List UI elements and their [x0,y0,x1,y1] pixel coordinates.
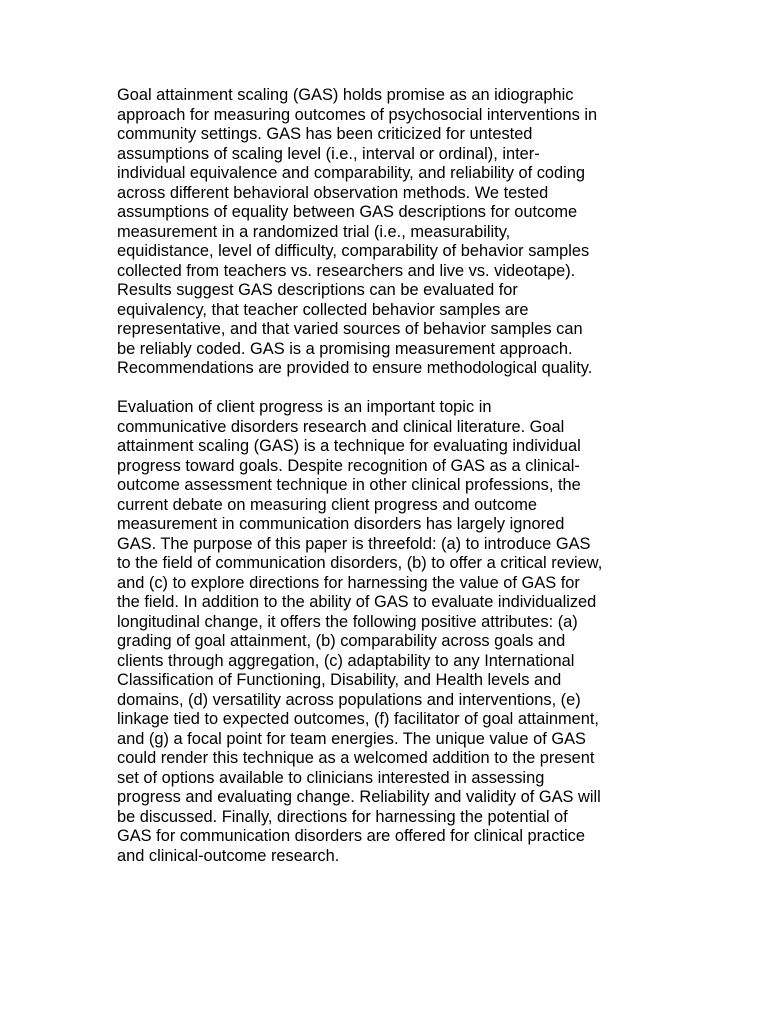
paragraph-line: and (c) to explore directions for harnessing the value of GAS for [117,573,580,592]
paragraph-line: approach for measuring outcomes of psychosocial interventions in [117,105,598,124]
paragraph-line: measurement in a randomized trial (i.e., measurability, [117,222,511,241]
paragraph-line: equidistance, level of difficulty, comparability of behavior samples [117,242,590,260]
paragraph-line: GAS. The purpose of this paper is threefold: (a) to introduce GAS [117,534,591,553]
paragraph-line: progress and evaluating change. Reliability and validity of GAS will [117,788,601,806]
paragraph-line: Evaluation of client progress is an important topic in [117,398,492,416]
paragraph-line: communicative disorders research and clinical literature. Goal [117,417,565,436]
paragraph-line: across different behavioral observation methods. We tested [117,183,549,202]
paragraph-line: equivalency, that teacher collected behavior samples are [117,300,529,319]
paragraph-line: individual equivalence and comparability, and reliability of coding [117,164,586,182]
paragraph-line: Results suggest GAS descriptions can be evaluated for [117,281,518,299]
paragraph-line: Goal attainment scaling (GAS) holds promise as an idiographic [117,86,574,104]
paragraph-line: linkage tied to expected outcomes, (f) facilitator of goal attainment, [117,710,599,728]
paragraph-line: the field. In addition to the ability of GAS to evaluate individualized [117,593,597,611]
paragraph-line: current debate on measuring client progress and outcome [117,495,538,514]
paragraph-line: measurement in communication disorders has largely ignored [117,515,565,533]
paragraph-line: Recommendations are provided to ensure methodological quality. [117,359,593,377]
paragraph-line: to the field of communication disorders, (b) to offer a critical review, [117,554,603,572]
paragraph-line: be reliably coded. GAS is a promising measurement approach. [117,339,573,358]
abstract-paragraph-1 [117,86,657,379]
paragraph-line: domains, (d) versatility across populations and interventions, (e) [117,690,581,709]
paragraph-line: set of options available to clinicians interested in assessing [117,768,545,787]
paragraph-line: outcome assessment technique in other clinical professions, the [117,476,581,494]
document-body [117,86,657,866]
abstract-paragraph-2 [117,398,657,866]
paragraph-line: clients through aggregation, (c) adaptability to any International [117,651,575,670]
paragraph-line: and (g) a focal point for team energies. The unique value of GAS [117,729,586,748]
paragraph-line: collected from teachers vs. researchers and live vs. videotape). [117,261,576,280]
paragraph-line: GAS for communication disorders are offered for clinical practice [117,827,585,845]
paragraph-line: grading of goal attainment, (b) comparability across goals and [117,632,566,650]
paragraph-spacer [117,379,657,399]
paragraph-line: longitudinal change, it offers the following positive attributes: (a) [117,612,578,631]
paragraph-line: community settings. GAS has been criticized for untested [117,125,533,143]
paragraph-line: be discussed. Finally, directions for harnessing the potential of [117,807,568,826]
paragraph-line: assumptions of equality between GAS descriptions for outcome [117,203,578,221]
paragraph-line: attainment scaling (GAS) is a technique for evaluating individual [117,437,581,455]
paragraph-line: could render this technique as a welcomed addition to the present [117,749,595,767]
paragraph-line: assumptions of scaling level (i.e., interval or ordinal), inter- [117,144,540,163]
paragraph-line: representative, and that varied sources of behavior samples can [117,320,583,338]
paragraph-line: Classification of Functioning, Disability, and Health levels and [117,671,562,689]
paragraph-line: progress toward goals. Despite recognition of GAS as a clinical- [117,456,580,475]
paragraph-line: and clinical-outcome research. [117,846,340,865]
